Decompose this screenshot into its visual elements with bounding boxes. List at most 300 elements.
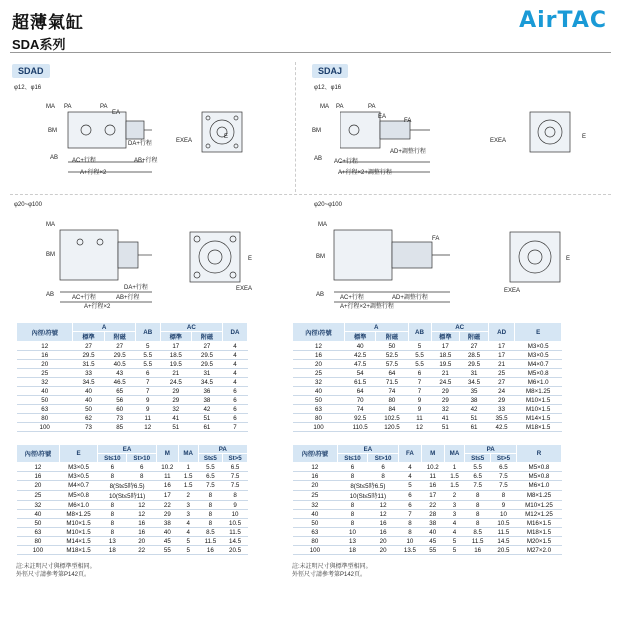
table-cell: 7 <box>222 423 247 432</box>
table-cell: 71.5 <box>376 378 408 387</box>
table-cell: M3×0.5 <box>59 472 97 481</box>
dim-ea: EA <box>378 114 387 120</box>
col-header: 內徑\符號 <box>17 445 60 463</box>
table-cell: 5 <box>178 537 198 546</box>
table-cell: 8 <box>198 491 223 501</box>
table-cell: 8 <box>127 472 156 481</box>
table-cell: 36 <box>191 387 222 396</box>
table-cell: 63 <box>17 528 60 537</box>
table-cell: 14.5 <box>223 537 248 546</box>
table-row <box>293 396 562 405</box>
table-cell: 38 <box>156 519 178 528</box>
table-cell: 6.5 <box>198 472 223 481</box>
table-cell: 4 <box>222 378 247 387</box>
table-cell: 50 <box>376 342 408 351</box>
table-cell: 4 <box>399 472 422 481</box>
table-cell: M3×0.5 <box>515 351 562 360</box>
table-cell: 5 <box>399 481 422 491</box>
dim-ab: AB <box>314 156 323 162</box>
table-cell: 32 <box>431 405 460 414</box>
table-cell: 11.5 <box>223 528 248 537</box>
dim-ma: MA <box>46 104 55 110</box>
table-cell: 18.5 <box>160 351 191 360</box>
table-row <box>293 342 562 351</box>
footnote-line: 註:未註明尺寸與標準型相同。 <box>16 564 96 570</box>
table-cell: 16 <box>368 519 399 528</box>
table-cell: 5.5 <box>408 351 431 360</box>
table-cell: 5 <box>135 342 160 351</box>
table-cell: 32 <box>160 405 191 414</box>
table-cell: 42.5 <box>488 423 514 432</box>
table-cell: 5.5 <box>135 360 160 369</box>
dim-fa: FA <box>432 236 440 242</box>
table-cell: M10×1.25 <box>516 501 561 510</box>
table-cell: 12 <box>293 342 345 351</box>
table-cell: M5×0.8 <box>59 491 97 501</box>
table-cell: M18×1.5 <box>516 528 561 537</box>
table-row <box>17 537 248 546</box>
table-cell: 24 <box>488 387 514 396</box>
table-cell: 50 <box>293 519 338 528</box>
table-cell: 8 <box>399 519 422 528</box>
sdaj-badge: SDAJ <box>312 64 348 78</box>
table-cell: 24.5 <box>160 378 191 387</box>
table-cell: 47.5 <box>344 360 375 369</box>
table-cell: 42.5 <box>344 351 375 360</box>
table-cell: 13 <box>98 537 127 546</box>
table-row <box>293 481 562 491</box>
table-row <box>17 351 248 360</box>
dim-da: DA+行程 <box>124 285 148 291</box>
table-cell: 7 <box>399 510 422 519</box>
table-cell: 11.5 <box>465 537 491 546</box>
table-cell: 41 <box>160 414 191 423</box>
table-cell: 52.5 <box>376 351 408 360</box>
table-cell: 6 <box>408 369 431 378</box>
table-cell: 85 <box>104 423 135 432</box>
table-cell: 29 <box>431 387 460 396</box>
table-cell: M12×1.25 <box>516 510 561 519</box>
table-cell: 74 <box>376 387 408 396</box>
table-cell: 24.5 <box>431 378 460 387</box>
table-cell: M5×0.8 <box>515 369 562 378</box>
table-cell: 18 <box>337 546 368 555</box>
table-cell: 8 <box>465 491 491 501</box>
table-cell: 40 <box>156 528 178 537</box>
table-cell: 40 <box>17 510 60 519</box>
table-row <box>293 360 562 369</box>
table-cell: 10 <box>490 510 516 519</box>
table-cell: 6 <box>399 491 422 501</box>
table-cell: 8(St≤5時6.5) <box>98 481 157 491</box>
sdaj-large-bore-label: φ20~φ100 <box>314 202 342 208</box>
table-cell: 51 <box>191 414 222 423</box>
table-cell: 4 <box>178 519 198 528</box>
table-cell: 8 <box>198 501 223 510</box>
table-cell: M10×1.5 <box>59 519 97 528</box>
table-cell: 6 <box>222 387 247 396</box>
table-cell: 35 <box>460 387 489 396</box>
table-cell: 5 <box>444 546 465 555</box>
table-cell: 12 <box>135 423 160 432</box>
table-cell: 34.5 <box>191 378 222 387</box>
table-cell: 7.5 <box>465 481 491 491</box>
table-cell: M3×0.5 <box>59 463 97 472</box>
table-row <box>17 510 248 519</box>
dim-pa-2: PA <box>368 104 376 110</box>
table-row <box>293 501 562 510</box>
table-cell: 13.5 <box>399 546 422 555</box>
table-cell: 16 <box>368 528 399 537</box>
col-header: MA <box>178 445 198 463</box>
table-row <box>293 472 562 481</box>
sub-header: St≤5 <box>198 454 223 463</box>
table-cell: 22 <box>421 501 444 510</box>
table-cell: 35.5 <box>488 414 514 423</box>
sdad-small-bore-label: φ12、φ16 <box>14 85 42 91</box>
table-cell: 100 <box>293 423 345 432</box>
table-row <box>17 519 248 528</box>
table-cell: 84 <box>376 405 408 414</box>
table-cell: 8 <box>337 519 368 528</box>
dim-a: A+行程×2 <box>80 170 107 176</box>
table-cell: 55 <box>421 546 444 555</box>
table-cell: 64 <box>376 369 408 378</box>
table-cell: 27 <box>488 378 514 387</box>
table-cell: M27×2.0 <box>516 546 561 555</box>
table-cell: 40.5 <box>104 360 135 369</box>
sdad-dimension-table-b <box>16 444 248 555</box>
table-cell: 20.5 <box>223 546 248 555</box>
table-cell: 29 <box>160 387 191 396</box>
table-cell: 8 <box>465 510 491 519</box>
table-cell: 25 <box>17 491 60 501</box>
table-cell: M18×1.5 <box>515 423 562 432</box>
table-cell: 9 <box>135 405 160 414</box>
table-cell: 8(St≤5時6.5) <box>337 481 398 491</box>
table-cell: 29 <box>488 396 514 405</box>
table-cell: 10.2 <box>156 463 178 472</box>
table-cell: 10(St≤5時11) <box>337 491 398 501</box>
dim-e: E <box>566 256 571 262</box>
table-cell: 73 <box>73 423 104 432</box>
col-header: A <box>73 323 135 332</box>
table-cell: 25 <box>488 369 514 378</box>
table-cell: 6.5 <box>465 472 491 481</box>
table-cell: 33 <box>488 405 514 414</box>
table-cell: 29 <box>431 396 460 405</box>
table-cell: 4 <box>222 360 247 369</box>
table-cell: M20×1.5 <box>516 537 561 546</box>
table-cell: 50 <box>293 396 345 405</box>
table-cell: 25 <box>17 369 73 378</box>
table-cell: 80 <box>293 414 345 423</box>
table-cell: 17 <box>156 491 178 501</box>
sub-header: 標準 <box>344 332 375 342</box>
dim-ad: AD+調整行程 <box>390 149 426 155</box>
table-cell: 45 <box>156 537 178 546</box>
table-row <box>17 396 248 405</box>
table-cell: 1.5 <box>178 481 198 491</box>
dim-ab: AB <box>46 292 55 298</box>
footnote-left <box>16 563 96 579</box>
table-cell: 61 <box>460 423 489 432</box>
table-cell: 3 <box>178 510 198 519</box>
table-cell: 10.5 <box>490 519 516 528</box>
table-row <box>17 369 248 378</box>
table-cell: 16 <box>17 351 73 360</box>
table-cell: 16 <box>293 351 345 360</box>
table-cell: 16 <box>198 546 223 555</box>
table-cell: 19.5 <box>431 360 460 369</box>
table-cell: 10 <box>399 537 422 546</box>
table-cell: 7.5 <box>490 472 516 481</box>
table-cell: 6 <box>337 463 368 472</box>
table-cell: 7 <box>408 378 431 387</box>
table-row <box>17 501 248 510</box>
table-cell: M5×0.8 <box>516 472 561 481</box>
dim-ac: AC+行程 <box>334 159 358 165</box>
table-cell: 4 <box>222 351 247 360</box>
table-cell: 28.5 <box>460 351 489 360</box>
sdad-large-bore-label: φ20~φ100 <box>14 202 42 208</box>
table-cell: M14×1.5 <box>515 414 562 423</box>
table-cell: M18×1.5 <box>59 546 97 555</box>
sub-header: St≤5 <box>465 454 491 463</box>
table-cell: 20 <box>368 546 399 555</box>
table-cell: 55 <box>156 546 178 555</box>
table-cell: 41 <box>431 414 460 423</box>
footnote-right <box>292 563 372 579</box>
table-cell: 27 <box>104 342 135 351</box>
table-row <box>293 546 562 555</box>
table-cell: 8 <box>198 510 223 519</box>
table-cell: 64 <box>344 387 375 396</box>
table-cell: 22 <box>156 501 178 510</box>
col-header: DA <box>222 323 247 342</box>
table-row <box>293 414 562 423</box>
sdaj-small-bore-label: φ12、φ16 <box>314 85 342 91</box>
table-cell: 38 <box>191 396 222 405</box>
col-header: A <box>344 323 408 332</box>
table-row <box>17 387 248 396</box>
dim-a: A+行程×2+調整行程 <box>340 304 394 310</box>
table-cell: 29.5 <box>460 360 489 369</box>
table-cell: 8 <box>368 472 399 481</box>
dim-ma: MA <box>46 222 55 228</box>
header-divider <box>10 52 611 53</box>
table-cell: 40 <box>17 387 73 396</box>
dim-e: E <box>582 134 587 140</box>
table-cell: M3×0.5 <box>515 342 562 351</box>
table-cell: 29 <box>160 396 191 405</box>
table-cell: 40 <box>421 528 444 537</box>
table-cell: 17 <box>421 491 444 501</box>
sub-header: St>10 <box>127 454 156 463</box>
table-cell: 12 <box>408 423 431 432</box>
table-cell: 62 <box>73 414 104 423</box>
table-cell: 12 <box>293 463 338 472</box>
table-cell: 32 <box>293 501 338 510</box>
table-cell: 31.5 <box>73 360 104 369</box>
table-cell: 20.5 <box>490 546 516 555</box>
table-cell: 9 <box>223 501 248 510</box>
table-cell: 16 <box>293 472 338 481</box>
table-row <box>293 351 562 360</box>
table-cell: 8.5 <box>465 528 491 537</box>
table-cell: 6 <box>368 463 399 472</box>
table-cell: 61 <box>191 423 222 432</box>
dim-bm: BM <box>48 128 57 134</box>
table-cell: 20 <box>17 481 60 491</box>
page-title: 超薄氣缸 <box>12 13 84 32</box>
col-header: R <box>516 445 561 463</box>
dim-bm: BM <box>316 254 325 260</box>
dim-e: E <box>248 256 253 262</box>
table-cell: M6×1.0 <box>516 481 561 491</box>
table-row <box>17 491 248 501</box>
table-cell: 12 <box>127 510 156 519</box>
table-cell: 8.5 <box>198 528 223 537</box>
table-cell: 17 <box>488 351 514 360</box>
table-cell: 34.5 <box>460 378 489 387</box>
table-cell: 7.5 <box>223 481 248 491</box>
table-cell: 32 <box>17 378 73 387</box>
table-cell: 8 <box>98 472 127 481</box>
table-row <box>17 528 248 537</box>
footnote-line: 外徑尺寸請參考第P142頁。 <box>292 572 367 578</box>
table-cell: 63 <box>17 405 73 414</box>
dim-ma: MA <box>318 222 327 228</box>
table-cell: 102.5 <box>376 414 408 423</box>
table-cell: M10×1.5 <box>515 396 562 405</box>
table-row <box>17 472 248 481</box>
table-cell: 60 <box>104 405 135 414</box>
table-cell: 42 <box>191 405 222 414</box>
table-cell: 18 <box>98 546 127 555</box>
dim-exea: EXEA <box>504 288 521 294</box>
table-cell: 45 <box>421 537 444 546</box>
table-cell: 12 <box>368 501 399 510</box>
table-cell: 4 <box>444 519 465 528</box>
table-cell: 6.5 <box>223 463 248 472</box>
table-cell: 8 <box>337 472 368 481</box>
table-cell: 2 <box>444 491 465 501</box>
table-cell: 10(St≤5時11) <box>98 491 157 501</box>
sub-header: St>5 <box>490 454 516 463</box>
footnote-line: 註:未註明尺寸與標準型相同。 <box>292 564 372 570</box>
table-cell: 7 <box>135 387 160 396</box>
table-cell: 7.5 <box>198 481 223 491</box>
table-cell: 14.5 <box>490 537 516 546</box>
table-cell: M4×0.7 <box>59 481 97 491</box>
table-cell: 12 <box>17 463 60 472</box>
table-row <box>293 423 562 432</box>
table-cell: 5.5 <box>408 360 431 369</box>
table-cell: 20 <box>17 360 73 369</box>
table-cell: 20 <box>293 481 338 491</box>
table-cell: 11 <box>135 414 160 423</box>
table-cell: 11 <box>408 414 431 423</box>
col-header: 內徑\符號 <box>293 445 338 463</box>
sub-header: 附磁 <box>460 332 489 342</box>
table-cell: 10 <box>337 528 368 537</box>
col-header: E <box>515 323 562 342</box>
table-row <box>293 387 562 396</box>
table-cell: 17 <box>488 342 514 351</box>
table-cell: 27 <box>73 342 104 351</box>
table-cell: 8 <box>490 491 516 501</box>
table-cell: 20 <box>127 537 156 546</box>
table-cell: 27 <box>191 342 222 351</box>
sdad-dimension-table-a <box>16 322 248 432</box>
col-header: AC <box>431 323 488 332</box>
dim-ac: AC+行程 <box>72 158 96 164</box>
table-cell: 16 <box>156 481 178 491</box>
table-cell: 120.5 <box>376 423 408 432</box>
table-cell: 110.5 <box>344 423 375 432</box>
table-cell: 100 <box>17 423 73 432</box>
table-cell: 6 <box>222 396 247 405</box>
table-cell: 1.5 <box>444 472 465 481</box>
table-cell: M16×1.5 <box>516 519 561 528</box>
table-cell: 61.5 <box>344 378 375 387</box>
table-cell: 50 <box>17 519 60 528</box>
table-cell: 29 <box>156 510 178 519</box>
table-cell: 31 <box>460 369 489 378</box>
table-cell: 8 <box>98 510 127 519</box>
table-cell: 40 <box>293 510 338 519</box>
table-cell: 16 <box>127 519 156 528</box>
dim-a: A+行程×2+調整行程 <box>338 170 392 176</box>
table-cell: 4 <box>178 528 198 537</box>
table-row <box>293 369 562 378</box>
table-cell: 5 <box>408 342 431 351</box>
table-row <box>17 546 248 555</box>
dim-exea: EXEA <box>236 286 253 292</box>
table-cell: 40 <box>344 342 375 351</box>
col-header: EA <box>98 445 157 454</box>
table-cell: 3 <box>178 501 198 510</box>
table-cell: 12 <box>127 501 156 510</box>
table-cell: 21 <box>160 369 191 378</box>
table-cell: 57.5 <box>376 360 408 369</box>
table-cell: 9 <box>490 501 516 510</box>
table-row <box>293 528 562 537</box>
table-cell: 9 <box>135 396 160 405</box>
table-row <box>293 491 562 501</box>
table-cell: 51 <box>460 414 489 423</box>
table-cell: 2 <box>178 491 198 501</box>
col-header: M <box>421 445 444 463</box>
table-row <box>17 342 248 351</box>
table-cell: 29.5 <box>104 351 135 360</box>
table-cell: M14×1.5 <box>59 537 97 546</box>
table-cell: 38 <box>421 519 444 528</box>
section-divider-vertical <box>295 62 296 192</box>
table-cell: 8 <box>198 519 223 528</box>
sub-header: 標準 <box>431 332 460 342</box>
table-cell: 20 <box>368 537 399 546</box>
table-cell: 50 <box>73 405 104 414</box>
col-header: AD <box>488 323 514 342</box>
series-subtitle: SDA系列 <box>12 37 66 52</box>
table-cell: 11.5 <box>198 537 223 546</box>
sub-header: 附磁 <box>191 332 222 342</box>
table-cell: 6 <box>98 463 127 472</box>
table-cell: M10×1.5 <box>59 528 97 537</box>
table-cell: 8 <box>399 528 422 537</box>
